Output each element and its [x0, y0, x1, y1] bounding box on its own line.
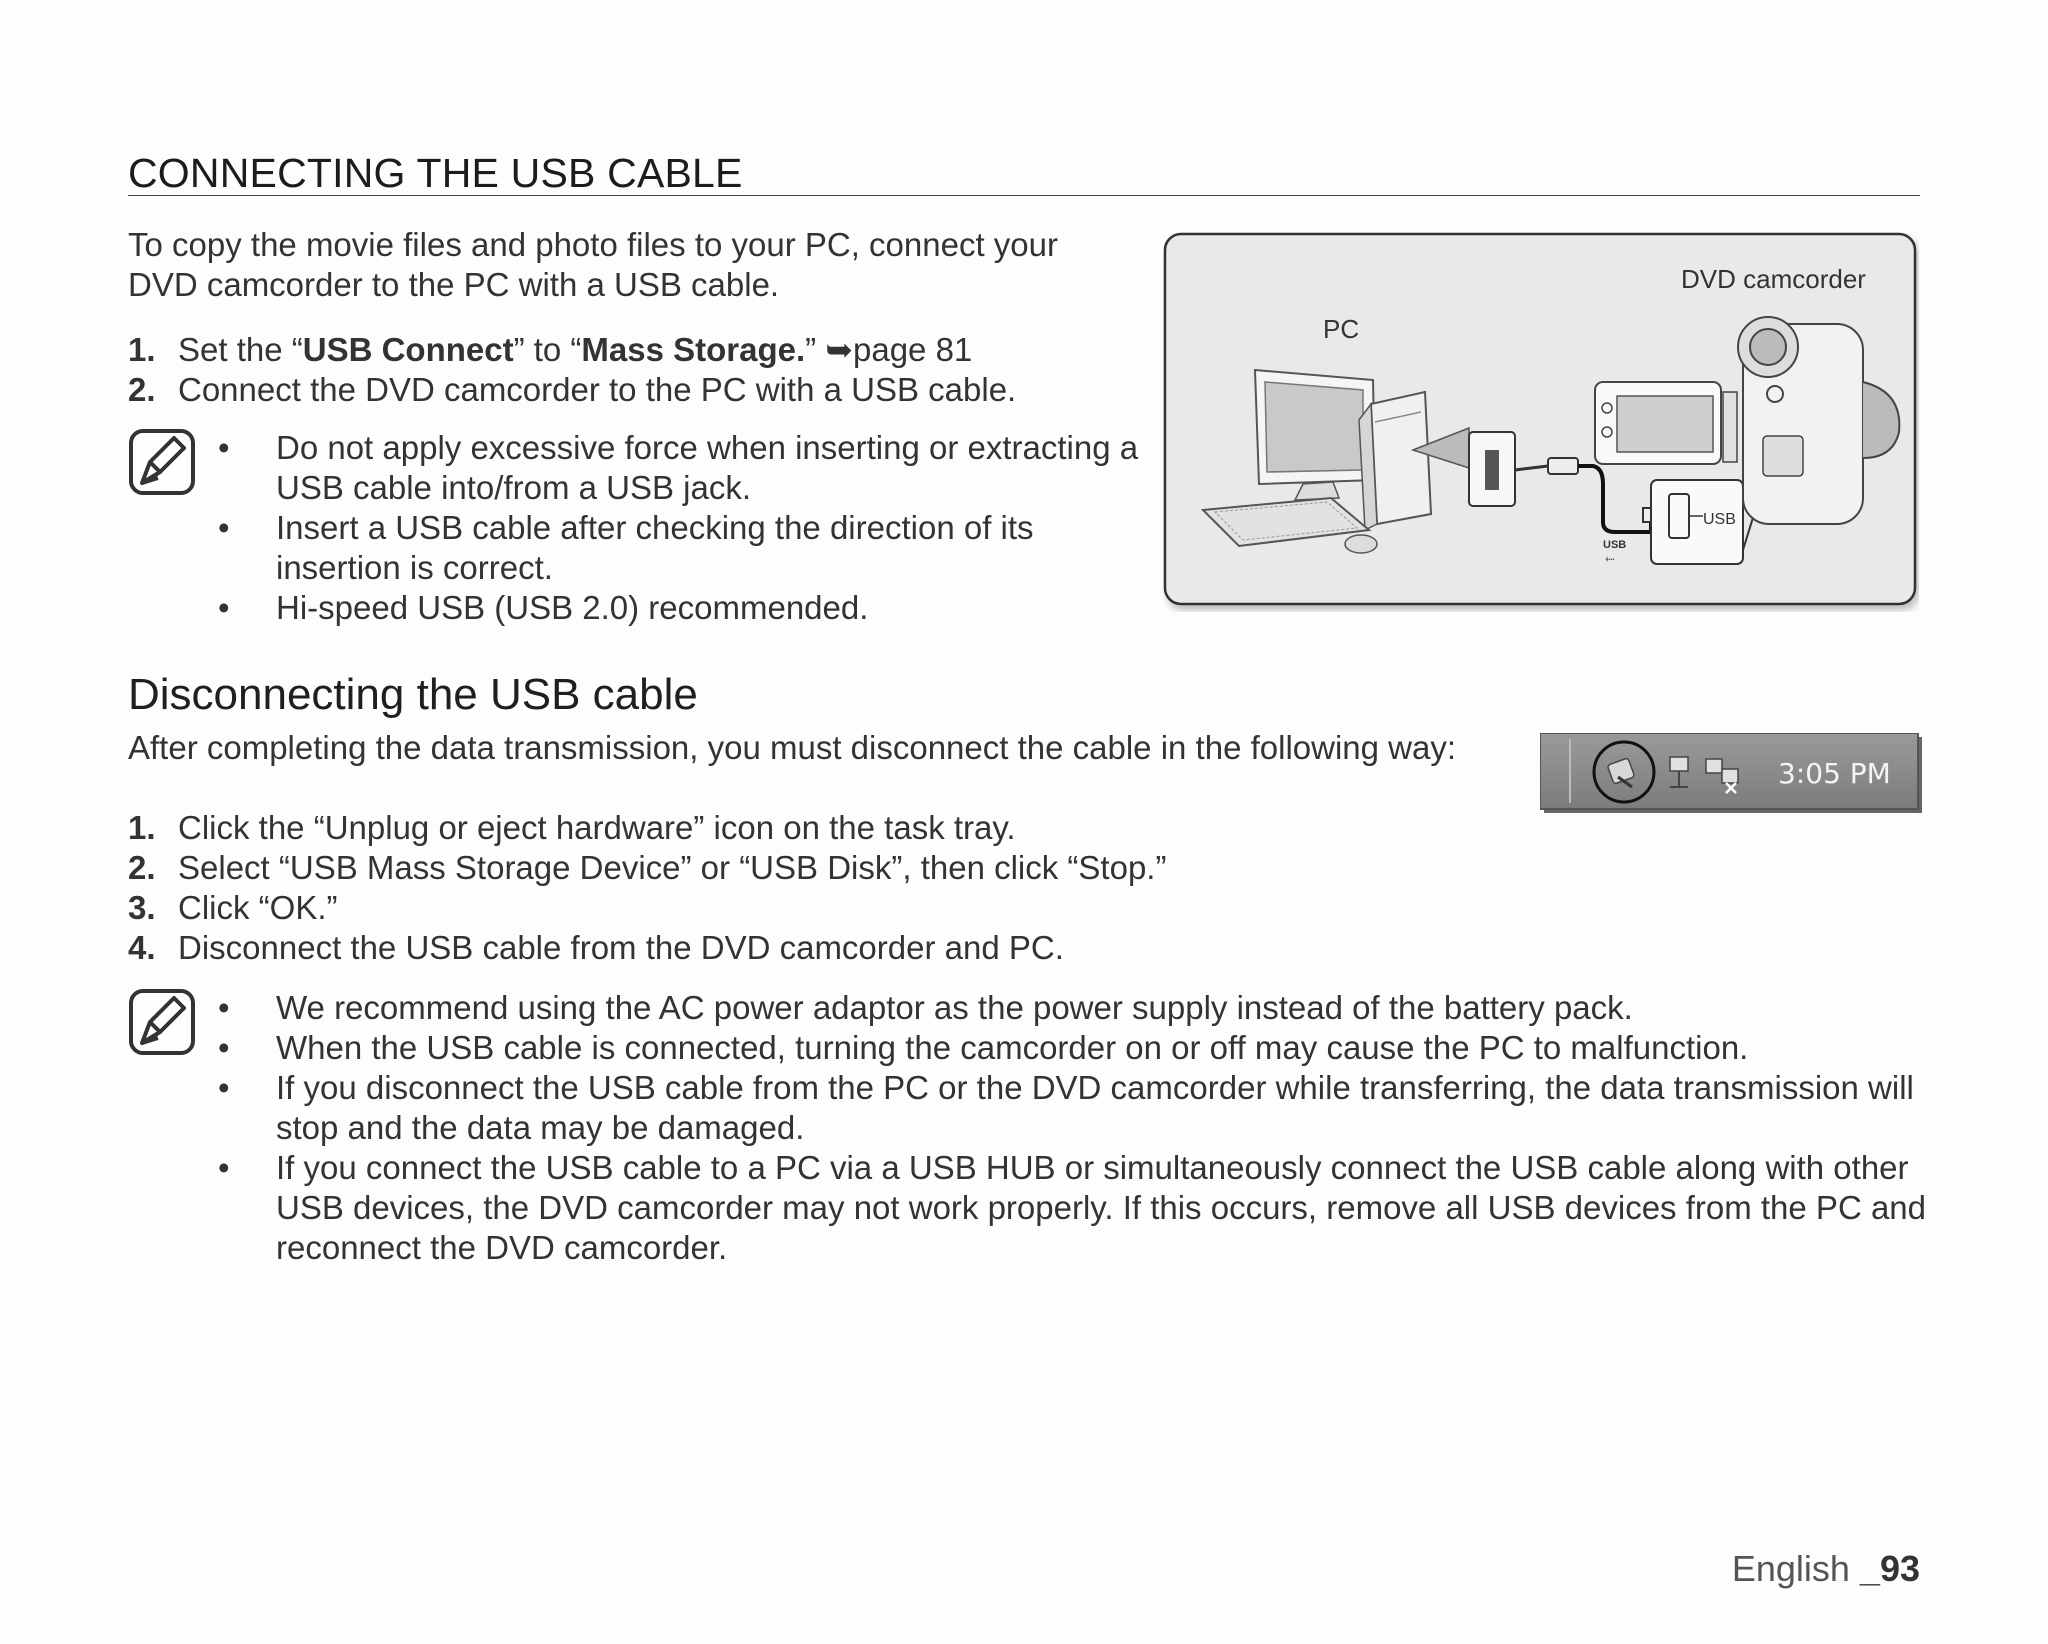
subsection-title: Disconnecting the USB cable — [128, 670, 698, 719]
pc-monitor-icon — [1255, 370, 1375, 500]
bullet-icon: • — [218, 1029, 230, 1066]
step-text: Select “USB Mass Storage Device” or “USB Disk”, then click “Stop.” — [178, 849, 1167, 886]
notes-list — [218, 988, 1938, 1268]
list-item — [218, 428, 1148, 508]
step-number: 2. — [128, 849, 156, 886]
step-3 — [128, 888, 1528, 928]
svg-text:⬸: ⬸ — [1605, 551, 1615, 565]
note-text: Hi-speed USB (USB 2.0) recommended. — [276, 589, 869, 626]
bullet-icon: • — [218, 509, 230, 546]
step-number: 1. — [128, 809, 156, 846]
note-text: If you connect the USB cable to a PC via a USB HUB or simultaneously connect the USB cable along with other USB devices, the DVD camcorder may not work properly. If this occurs, remove all USB devices from the PC and reconnect the DVD camcorder. — [276, 1149, 1926, 1266]
disconnect-intro: After completing the data transmission, you must disconnect the cable in the following way: — [128, 729, 1457, 766]
bullet-icon: • — [218, 429, 230, 466]
usb-connection-diagram — [1163, 232, 1919, 612]
note-text: We recommend using the AC power adaptor as the power supply instead of the battery pack. — [276, 989, 1633, 1026]
step-text: ” — [805, 331, 826, 368]
bullet-icon: • — [218, 1149, 230, 1186]
list-item — [218, 1148, 1938, 1268]
step-text: Click the “Unplug or eject hardware” icon on the task tray. — [178, 809, 1016, 846]
footer-language: English — [1731, 1548, 1860, 1589]
bullet-icon: • — [218, 589, 230, 626]
bullet-icon: • — [218, 989, 230, 1026]
mass-storage-label: Mass Storage. — [581, 331, 806, 368]
title-divider — [128, 195, 1920, 196]
step-2 — [128, 848, 1528, 888]
page-number: _93 — [1859, 1548, 1920, 1589]
list-item — [218, 1068, 1938, 1148]
note-text: If you disconnect the USB cable from the PC or the DVD camcorder while transferring, the data transmission will stop and the data may be damaged. — [276, 1069, 1914, 1146]
step-text: Click “OK.” — [178, 889, 338, 926]
note-text: Insert a USB cable after checking the direction of its insertion is correct. — [276, 509, 1034, 586]
pc-label: PC — [1323, 314, 1360, 344]
pc-tower-icon — [1359, 392, 1431, 530]
list-item — [218, 508, 1148, 588]
step-2 — [128, 370, 1128, 410]
mouse-icon — [1345, 535, 1377, 553]
note-icon — [128, 988, 196, 1056]
step-text: Disconnect the USB cable from the DVD camcorder and PC. — [178, 929, 1064, 966]
section-title: CONNECTING THE USB CABLE — [128, 150, 743, 196]
step-number: 4. — [128, 929, 156, 966]
camcorder-label: DVD camcorder — [1681, 264, 1866, 294]
tray-clock[interactable]: 3:05 PM — [1778, 757, 1891, 790]
bullet-icon: • — [218, 1069, 230, 1106]
intro-text: To copy the movie files and photo files to your PC, connect your DVD camcorder to the PC with a USB cable. — [128, 226, 1058, 303]
step-1 — [128, 808, 1528, 848]
usb-small-label: USB — [1603, 539, 1627, 551]
step-number: 2. — [128, 371, 156, 408]
disconnect-steps — [128, 808, 1528, 968]
note-icon — [128, 428, 196, 496]
step-number: 3. — [128, 889, 156, 926]
usb-plug-icon — [1548, 458, 1578, 474]
step-1 — [128, 330, 1128, 370]
task-tray-screenshot — [1540, 733, 1926, 818]
step-text: ” to “ — [513, 331, 582, 368]
step-text: Set the “ — [178, 331, 303, 368]
page-footer — [1732, 1548, 1920, 1590]
page-reference: page 81 — [853, 331, 973, 368]
step-text: Connect the DVD camcorder to the PC with a USB cable. — [178, 371, 1017, 408]
notes-list — [218, 428, 1148, 628]
usb-connect-label: USB Connect — [302, 331, 514, 368]
step-number: 1. — [128, 331, 156, 368]
step-4 — [128, 928, 1528, 968]
page-ref-arrow-icon: ➥ — [825, 331, 853, 368]
connect-steps — [128, 330, 1128, 410]
note-text: Do not apply excessive force when inserting or extracting a USB cable into/from a USB jack. — [276, 429, 1139, 506]
usb-port-label: USB — [1703, 511, 1736, 528]
note-text: When the USB cable is connected, turning the camcorder on or off may cause the PC to malfunction. — [276, 1029, 1749, 1066]
list-item — [218, 1028, 1938, 1068]
list-item — [218, 988, 1938, 1028]
list-item — [218, 588, 1148, 628]
